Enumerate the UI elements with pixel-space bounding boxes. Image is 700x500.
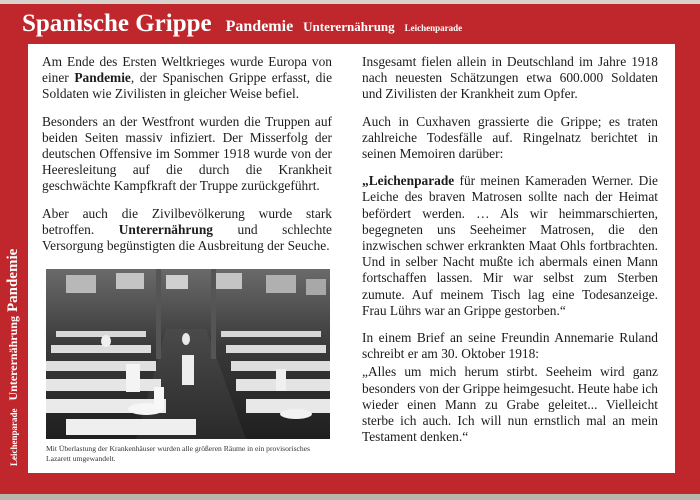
header-tag-unterernaehrung: Unterernährung [303, 19, 395, 34]
board-bottom-edge [0, 494, 700, 500]
lazarett-photo [46, 269, 330, 439]
text-panel [28, 44, 675, 473]
left-p1-bold: Pandemie [74, 70, 131, 86]
left-p3-text-a: Aber auch die Zivilbevölkerung wurde stark betroffen. [42, 205, 332, 237]
left-p3-text-b: und schlechte Versorgung begünstigten die Ausbreitung der Seuche. [42, 221, 332, 254]
board-title: Spanische Grippe [22, 10, 212, 37]
right-paragraph-1: Insgesamt fielen allein in Deutschland im Jahre 1918 nach neuesten Schätzungen etwa 600.000 Soldaten und Zivilisten der Krankheit zum Opfer. [362, 54, 658, 102]
sidebar-unterernaehrung: Unterernährung [6, 316, 20, 401]
right-paragraph-3 [362, 173, 658, 319]
sidebar-leichenparade: Leichenparade [9, 408, 19, 466]
photo-caption: Mit Überlastung der Krankenhäuser wurden alle größeren Räume in ein provisorisches Lazarett umgewandelt. [46, 444, 311, 463]
right-p3-bold: „Leichenparade [362, 173, 455, 189]
lazarett-photo-drawing [46, 269, 330, 439]
left-paragraph-3 [42, 206, 332, 255]
right-paragraph-5: „Alles um mich herum stirbt. Seeheim wird ganz besonders von der Grippe heimgesucht. Heute habe ich wieder einen Mann zu Grabe geleitet... Vielleicht sterbe ich auch. Ich will nun ernstlich mal an mein Testament denken.“ [362, 364, 658, 445]
right-paragraph-2: Auch in Cuxhaven grassierte die Grippe; es traten zahlreiche Todesfälle auf. Ringelnatz berichtet in seinen Memoiren darüber: [362, 113, 658, 162]
header-tag-leichenparade: Leichenparade [404, 23, 463, 33]
left-p1-text-b: , der Spanischen Grippe erfasst, die Soldaten wie Zivilisten in gleicher Weise befiel. [42, 70, 333, 102]
board-header [22, 10, 462, 44]
board-top-edge [0, 0, 700, 4]
left-paragraph-2: Besonders an der Westfront wurden die Truppen auf beiden Seiten massiv infiziert. Der Misserfolg der deutschen Offensive im Sommer 1918 wurde von der Heeresleitung auf die durch die Krankheit geschwächte Kampfkraft der Truppe zurückgeführt. [42, 113, 332, 194]
right-column [362, 54, 658, 456]
left-p1-text-a: Am Ende des Ersten Weltkrieges wurde Europa von einer [42, 54, 332, 86]
left-paragraph-1 [42, 54, 332, 103]
left-p3-bold: Unterernährung [118, 221, 213, 237]
right-paragraph-4: In einem Brief an seine Freundin Annemarie Ruland schreibt er am 30. Oktober 1918: [362, 330, 658, 362]
right-p3-text: für meinen Kameraden Werner. Die Leiche des braven Matrosen sollte nach der Heimat befördert werden. … Als wir heimmarschierten, begegneten uns Seeheimer Matrosen, die den inzwischen schwer erkrankten Maat Ohls fortbrachten. Und in selber Nacht mußte ich abermals einen Mann fortschaffen lassen. Mir war selbst zum Sterben zumute. Auf meinem Tisch lag eine Todesanzeige. Frau Lührs war an Grippe gestorben.“ [362, 173, 658, 318]
header-tag-pandemie: Pandemie [225, 18, 294, 35]
left-column [42, 54, 332, 265]
sidebar-pandemie: Pandemie [5, 248, 21, 313]
